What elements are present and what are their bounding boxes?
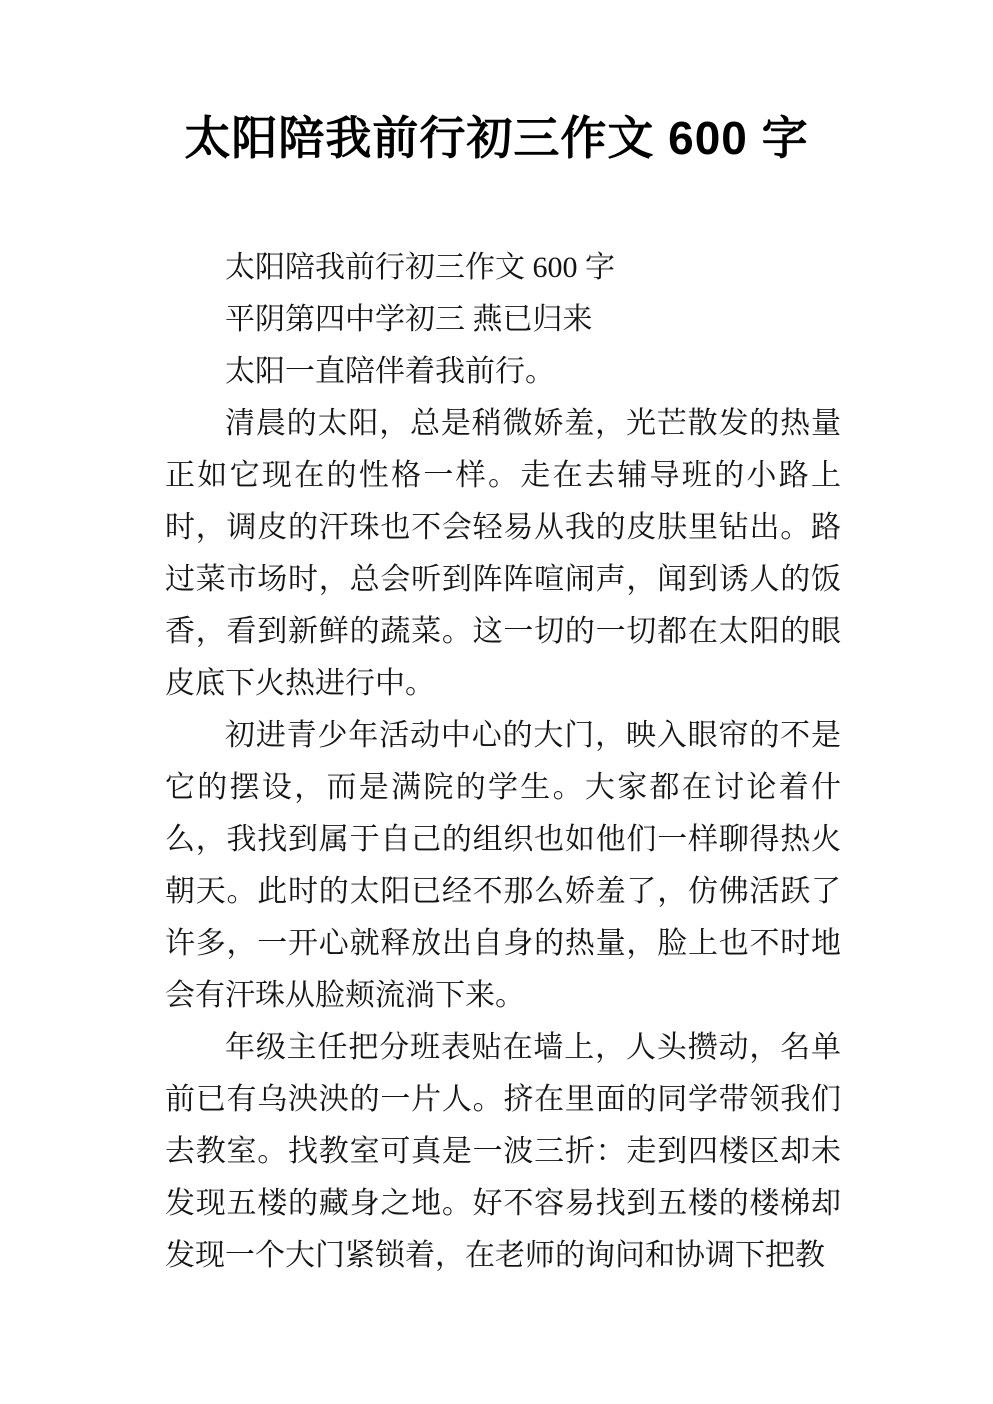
- opening-line: 太阳一直陪伴着我前行。: [225, 355, 555, 388]
- document-body: [165, 242, 841, 1282]
- paragraph-activity-center: 初进青少年活动中心的大门，映入眼帘的不是它的摆设，而是满院的学生。大家都在讨论着什么，我找到属于自己的组织也如他们一样聊得热火朝天。此时的太阳已经不那么娇羞了，仿佛活跃了许多，一开心就释放出自身的热量，脸上也不时地会有汗珠从脸颊流淌下来。: [165, 719, 841, 1012]
- paragraph-morning-sun: 清晨的太阳，总是稍微娇羞，光芒散发的热量正如它现在的性格一样。走在去辅导班的小路上时，调皮的汗珠也不会轻易从我的皮肤里钻出。路过菜市场时，总会听到阵阵喧闹声，闻到诱人的饭香，看到新鲜的蔬菜。这一切的一切都在太阳的眼皮底下火热进行中。: [165, 407, 841, 700]
- document-title: 太阳陪我前行初三作文 600 字: [184, 112, 809, 164]
- byline-author-line: 平阴第四中学初三 燕已归来: [225, 303, 593, 336]
- paragraph-class-list: 年级主任把分班表贴在墙上，人头攒动，名单前已有乌泱泱的一片人。挤在里面的同学带领我们去教室。找教室可真是一波三折：走到四楼区却未发现五楼的藏身之地。好不容易找到五楼的楼梯却发现一个大门紧锁着，在老师的询问和协调下把教: [165, 1031, 841, 1272]
- byline-title-line: 太阳陪我前行初三作文 600 字: [225, 251, 615, 284]
